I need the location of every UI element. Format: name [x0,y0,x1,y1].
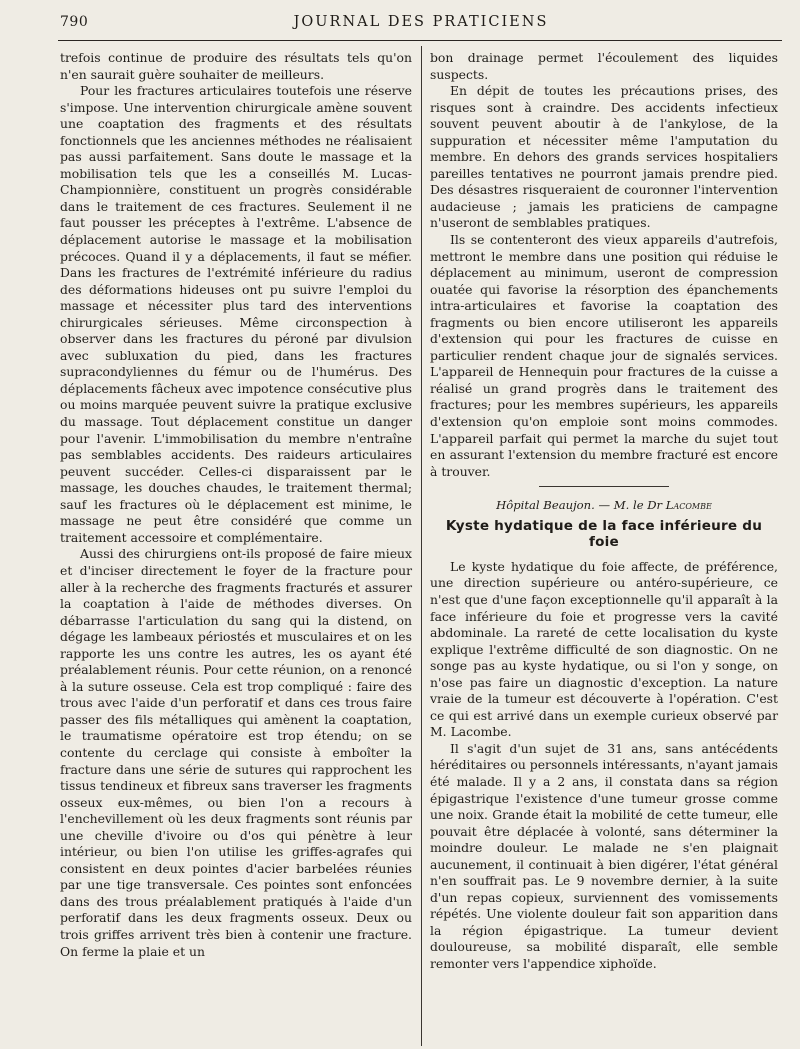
page-number: 790 [60,14,89,30]
left-column [60,50,412,960]
right-paragraph-3: Ils se contenteront des vieux appareils d'autrefois, mettront le membre dans une position qui réduise le déplacement au minimum, useront de compression ouatée qui favorise la résorption des épanchements intra-articulaires et favorise la coaptation des fragments ou bien encore utiliseront les appareils d'extension qui pour les fractures de cuisse en particulier rendent chaque jour de signalés services. L'appareil de Hennequin pour fractures de la cuisse a réalisé un grand progrès dans le traitement des fractures; pour les membres supérieurs, les appareils d'extension qu'on emploie sont moins commodes. L'appareil parfait qui permet la marche du sujet tout en assurant l'extension du membre fracturé est encore à trouver. [430,232,778,479]
left-paragraph-3: Aussi des chirurgiens ont-ils proposé de faire mieux et d'inciser directement le foyer de la fracture pour aller à la recherche des fragments fracturés et assurer la coaptation à l'aide de méthodes diverses. On débarrasse l'articulation du sang qui la distend, on dégage les lambeaux périostés et musculaires et on les rapporte les uns contre les autres, les os ayant été préalablement réunis. Pour cette réunion, on a renoncé à la suture osseuse. Cela est trop compliqué : faire des trous avec l'aide d'un perforatif et dans ces trous faire passer des fils métalliques qui amènent la coaptation, le traumatisme opératoire est trop étendu; on se contente du cerclage qui consiste à emboîter la fracture dans une série de sutures qui rapprochent les tissus tendineux et fibreux sans traverser les fragments osseux eux-mêmes, ou bien l'on a recours à l'enchevillement où les deux fragments sont réunis par une cheville d'ivoire ou d'os qui pénètre à leur intérieur, ou bien l'on utilise les griffes-agrafes qui consistent en deux pointes d'acier barbelées réunies par une tige transversale. Ces pointes sont enfoncées dans des trous préalablement pratiqués à l'aide d'un perforatif dans les deux fragments osseux. Deux ou trois griffes arrivent très bien à contenir une fracture. On ferme la plaie et un [60,546,412,959]
header-rule [58,40,782,41]
journal-title: JOURNAL DES PRATICIENS [293,14,549,30]
left-paragraph-2: Pour les fractures articulaires toutefois une réserve s'impose. Une intervention chirurgicale amène souvent une coaptation des fragments et des résultats fonctionnels que les anciennes méthodes ne réalisaient pas aussi parfaitement. Sans doute le massage et la mobilisation tels que les a conseillés M. Lucas-Championnière, constituent un progrès considérable dans le traitement de ces fractures. Seulement il ne faut pousser les préceptes à l'extrême. L'absence de déplacement autorise le massage et la mobilisation précoces. Quand il y a déplacements, il faut se méfier. Dans les fractures de l'extrémité inférieure du radius des déformations hideuses ont pu suivre l'emploi du massage et nécessiter plus tard des interventions chirurgicales sérieuses. Même circonspection à observer dans les fractures du péroné par divulsion avec subluxation du pied, dans les fractures supracondyliennes du fémur ou de l'humérus. Des déplacements fâcheux avec impotence consécutive plus ou moins marquée peuvent suivre la pratique exclusive du massage. Tout déplacement constitue un danger pour l'avenir. L'immobilisation du membre n'entraîne pas semblables accidents. Des raideurs articulaires peuvent succéder. Celles-ci disparaissent par le massage, les douches chaudes, le traitement thermal; sauf les fractures où le déplacement est minime, le massage ne peut être considéré que comme un traitement accessoire et complémentaire. [60,83,412,545]
byline-prefix: — M. le Dr [594,498,666,513]
left-paragraph-1: trefois continue de produire des résultats tels qu'on n'en saurait guère souhaiter de meilleurs. [60,50,412,82]
byline-hospital: Hôpital Beaujon. [496,498,595,513]
page-header [60,14,782,36]
section-rule [539,486,669,487]
right-paragraph-1: bon drainage permet l'écoulement des liquides suspects. [430,50,778,82]
column-divider [421,46,422,1046]
article-byline [430,497,778,514]
byline-author: Lacombe [665,498,712,513]
article-paragraph-1: Le kyste hydatique du foie affecte, de préférence, une direction supérieure ou antéro-supérieure, ce n'est que d'une façon exceptionnelle qu'il apparaît à la face inférieure du foie et progresse vers la cavité abdominale. La rareté de cette localisation du kyste explique l'extrême difficulté de son diagnostic. On ne songe pas au kyste hydatique, ou si l'on y songe, on n'ose pas faire un diagnostic d'exception. La nature vraie de la tumeur est découverte à l'opération. C'est ce qui est arrivé dans un exemple curieux observé par M. Lacombe. [430,558,778,740]
article-paragraph-2: Il s'agit d'un sujet de 31 ans, sans antécédents héréditaires ou personnels intéressants, n'ayant jamais été malade. Il y a 2 ans, il constata dans sa région épigastrique l'existence d'une tumeur grosse comme une noix. Grande était la mobilité de cette tumeur, elle pouvait être déplacée à volonté, sans déterminer la moindre douleur. Le malade ne s'en plaignait aucunement, il continuait à bien digérer, l'état général n'en souffrait pas. Le 9 novembre dernier, à la suite d'un repas copieux, surviennent des vomissements répétés. Une violente douleur fait son apparition dans la région épigastrique. La tumeur devient douloureuse, sa mobilité disparaît, elle semble remonter vers l'appendice xiphoïde. [430,740,778,971]
right-paragraph-2: En dépit de toutes les précautions prises, des risques sont à craindre. Des accidents infectieux souvent peuvent aboutir à de l'ankylose, de la suppuration et nécessiter même l'amputation du membre. En dehors des grands services hospitaliers pareilles tentatives ne pourront jamais prendre pied. Des désastres risqueraient de couronner l'intervention audacieuse ; jamais les praticiens de campagne n'useront de semblables pratiques. [430,83,778,231]
right-column [430,50,778,973]
article-title: Kyste hydatique de la face inférieure du foie [445,517,763,551]
